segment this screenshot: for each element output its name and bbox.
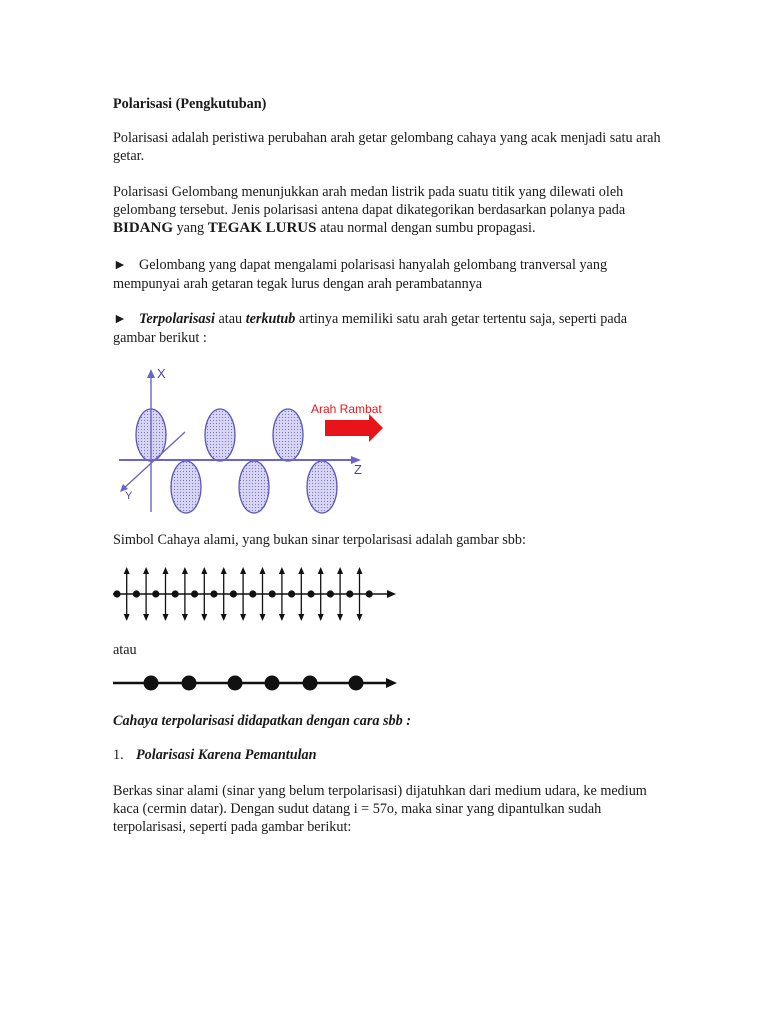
bullet-arrow-icon: ► bbox=[113, 312, 127, 327]
symbol-dot bbox=[346, 590, 353, 597]
large-dot bbox=[228, 676, 243, 691]
paragraph-text: atau normal dengan sumbu propagasi. bbox=[316, 220, 536, 236]
symbol-arrowhead-down bbox=[240, 614, 246, 621]
symbol-arrowhead-down bbox=[279, 614, 285, 621]
symbol-dot bbox=[113, 590, 120, 597]
paragraph-text: yang bbox=[173, 220, 208, 236]
symbol-arrowhead-down bbox=[124, 614, 130, 621]
wave-lobe bbox=[307, 461, 337, 513]
page-title: Polarisasi (Pengkutuban) bbox=[113, 96, 267, 112]
symbol-arrowhead-up bbox=[143, 567, 149, 574]
large-dot bbox=[265, 676, 280, 691]
atau-text: atau bbox=[113, 642, 137, 658]
symbol-arrowhead-down bbox=[221, 614, 227, 621]
symbol-arrowhead-down bbox=[337, 614, 343, 621]
symbol-dot bbox=[152, 590, 159, 597]
symbol-arrowhead-up bbox=[279, 567, 285, 574]
symbol-arrowhead-down bbox=[143, 614, 149, 621]
symbol-arrowhead-up bbox=[124, 567, 130, 574]
paragraph-wave-polarization bbox=[113, 183, 673, 237]
symbol-arrowhead-down bbox=[357, 614, 363, 621]
symbol-arrowhead-down bbox=[260, 614, 266, 621]
large-dot bbox=[144, 676, 159, 691]
bullet-text: Gelombang yang dapat mengalami polarisasi hanyalah gelombang tranversal yang mempunyai arah getaran tegak lurus dengan arah perambatannya bbox=[113, 257, 608, 292]
direction-arrow-icon bbox=[325, 414, 383, 442]
symbol-dot bbox=[307, 590, 314, 597]
term-terkutub: terkutub bbox=[245, 311, 296, 327]
list-number: 1. bbox=[113, 747, 124, 763]
x-axis-arrowhead bbox=[147, 369, 155, 378]
symbol-dot bbox=[191, 590, 198, 597]
symbol-arrowhead-up bbox=[337, 567, 343, 574]
symbol-caption: Simbol Cahaya alami, yang bukan sinar terpolarisasi adalah gambar sbb: bbox=[113, 532, 526, 548]
large-dot bbox=[349, 676, 364, 691]
wave-lobe bbox=[171, 461, 201, 513]
bullet-arrow-icon: ► bbox=[113, 258, 127, 273]
symbol-dot bbox=[288, 590, 295, 597]
list-item-1 bbox=[113, 746, 673, 764]
symbol-arrowhead-up bbox=[298, 567, 304, 574]
wave-lobe bbox=[239, 461, 269, 513]
symbol-arrowhead-up bbox=[163, 567, 169, 574]
unpolarized-light-symbol bbox=[113, 566, 403, 624]
wave-lobe bbox=[205, 409, 235, 461]
symbol-dot bbox=[249, 590, 256, 597]
bullet-transversal bbox=[113, 256, 673, 293]
symbol-arrowhead-down bbox=[182, 614, 188, 621]
symbol-arrowhead-up bbox=[318, 567, 324, 574]
bold-term-bidang: BIDANG bbox=[113, 220, 174, 236]
paragraph-definition: Polarisasi adalah peristiwa perubahan arah getar gelombang cahaya yang acak menjadi satu arah getar. bbox=[113, 130, 661, 164]
wave-lobe bbox=[273, 409, 303, 461]
polarized-wave-figure bbox=[113, 362, 403, 520]
symbol-dot bbox=[269, 590, 276, 597]
symbol-arrowhead-up bbox=[240, 567, 246, 574]
symbol-arrowhead-up bbox=[260, 567, 266, 574]
bold-term-tegak-lurus: TEGAK LURUS bbox=[207, 220, 317, 236]
label-arah-rambat: Arah Rambat bbox=[311, 402, 382, 416]
large-dot bbox=[182, 676, 197, 691]
bullet-text: atau bbox=[214, 311, 246, 327]
method-heading: Cahaya terpolarisasi didapatkan dengan cara sbb : bbox=[113, 713, 411, 729]
symbol-arrowhead-down bbox=[201, 614, 207, 621]
symbol-arrowhead-up bbox=[201, 567, 207, 574]
symbol-dot bbox=[230, 590, 237, 597]
symbol-dot bbox=[133, 590, 140, 597]
symbol-marks bbox=[113, 567, 372, 621]
list-item-label: Polarisasi Karena Pemantulan bbox=[136, 747, 317, 763]
paragraph-text: Polarisasi Gelombang menunjukkan arah medan listrik pada suatu titik yang dilewati oleh gelombang tersebut. Jenis polarisasi antena dapat dikategorikan berdasarkan polanya pada bbox=[113, 184, 626, 218]
symbol-dot bbox=[210, 590, 217, 597]
ray-arrowhead bbox=[386, 678, 397, 688]
bullet-terpolarisasi bbox=[113, 310, 673, 347]
symbol-arrowhead-down bbox=[298, 614, 304, 621]
symbol-arrowhead-up bbox=[221, 567, 227, 574]
symbol-arrowhead-down bbox=[163, 614, 169, 621]
term-terpolarisasi: Terpolarisasi bbox=[139, 311, 215, 327]
symbol-dot bbox=[366, 590, 373, 597]
symbol-dot bbox=[172, 590, 179, 597]
large-dot bbox=[303, 676, 318, 691]
bullet-text: artinya memiliki satu arah getar tertentu saja, seperti pada gambar berikut : bbox=[113, 311, 628, 346]
dot-light-symbol bbox=[113, 670, 403, 698]
paragraph-reflection: Berkas sinar alami (sinar yang belum terpolarisasi) dijatuhkan dari medium udara, ke medium kaca (cermin datar). Dengan sudut datang i = 57o, maka sinar yang dipantulkan sudah terpolarisasi, seperti pada gambar berikut: bbox=[113, 783, 647, 835]
ray-arrowhead bbox=[387, 590, 396, 598]
symbol-dot bbox=[327, 590, 334, 597]
label-x: X bbox=[157, 366, 166, 381]
symbol-arrowhead-up bbox=[357, 567, 363, 574]
label-y: Y bbox=[125, 490, 133, 502]
label-z: Z bbox=[354, 462, 362, 477]
symbol-arrowhead-down bbox=[318, 614, 324, 621]
symbol-arrowhead-up bbox=[182, 567, 188, 574]
